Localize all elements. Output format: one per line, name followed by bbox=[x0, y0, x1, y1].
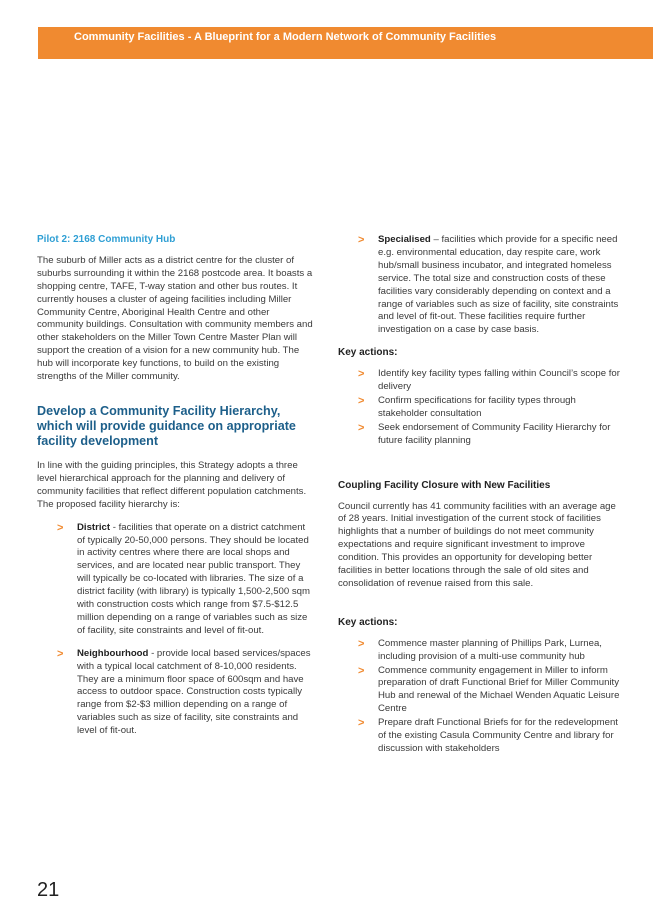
key-actions-heading: Key actions: bbox=[338, 347, 398, 359]
list-item bbox=[37, 648, 315, 738]
document-title: Community Facilities - A Blueprint for a Modern Network of Community Facilities bbox=[74, 31, 497, 43]
action-text: Confirm specifications for facility types through stakeholder consultation bbox=[378, 394, 576, 419]
hierarchy-intro: In line with the guiding principles, this Strategy adopts a three level hierarchical approach for the planning and delivery of community facilities that reflect different population catchments. The proposed facility hierarchy is: bbox=[37, 459, 307, 510]
pilot-heading: Pilot 2: 2168 Community Hub bbox=[37, 234, 176, 245]
coupling-paragraph: Council currently has 41 community facilities with an average age of 28 years. Initial investigation of the current stock of facilities highlights that a number of buildings do not meet community expectations and require significant investment to improve condition. This provides an opportunity for developing better facilities in better locations through the sale of old sites and consolidation of revenue raised from this sale. bbox=[338, 500, 616, 589]
right-column bbox=[338, 234, 620, 757]
chevron-right-icon: > bbox=[57, 521, 64, 534]
chevron-right-icon: > bbox=[358, 234, 365, 246]
bullet-text: - provide local based services/spaces with a typical local catchment of 8-10,000 residents. They are a minimum floor space of 600sqm and have access to outdoor space. Construction costs typically range from $2-$3 million depending on a range of variables such as size of facility, site constraints and level of fit-out. bbox=[77, 647, 311, 737]
chevron-right-icon: > bbox=[358, 421, 365, 434]
chevron-right-icon: > bbox=[358, 717, 365, 730]
bullet-term: Neighbourhood bbox=[77, 647, 149, 659]
action-text: Commence master planning of Phillips Park, Lurnea, including provision of a multi-use community hub bbox=[378, 637, 602, 662]
left-column bbox=[37, 234, 315, 748]
action-text: Identify key facility types falling within Council’s scope for delivery bbox=[378, 368, 620, 393]
key-actions-heading-2: Key actions: bbox=[338, 616, 398, 628]
bullet-text: - facilities that operate on a district catchment of typically 20-50,000 persons. They should be located in activity centres where there are local shops and services, and are located near public transport. They will typically be co-located with libraries. The size of a district facility (with library) is typically 1,500-2,500 sqm with construction costs which range from $7.5-$12.5 million depending on a range of variables such as size of facility, site constraints and level of fit-out. bbox=[77, 521, 310, 636]
action-text: Seek endorsement of Community Facility Hierarchy for future facility planning bbox=[378, 421, 611, 446]
list-item bbox=[338, 422, 620, 448]
list-item bbox=[338, 395, 620, 421]
key-actions-list-2 bbox=[338, 638, 620, 756]
page-number: 21 bbox=[37, 879, 60, 901]
hierarchy-heading: Develop a Community Facility Hierarchy, which will provide guidance on appropriate facility development bbox=[37, 403, 296, 448]
bullet-term: Specialised bbox=[378, 234, 431, 245]
list-item bbox=[338, 638, 620, 664]
action-text: Commence community engagement in Miller to inform preparation of draft Functional Brief for Miller Community Hub and renewal of the Michael Wenden Aquatic Leisure Centre bbox=[378, 664, 620, 715]
chevron-right-icon: > bbox=[358, 664, 365, 677]
chevron-right-icon: > bbox=[358, 637, 365, 650]
header-banner bbox=[38, 27, 653, 59]
key-actions-list bbox=[338, 368, 620, 447]
bullet-term: District bbox=[77, 521, 111, 533]
list-item bbox=[338, 368, 620, 394]
bullet-text: – facilities which provide for a specific need e.g. environmental education, day respite care, work hub/small business incubator, and integrated homeless service. The total size and construction costs of these facilities vary considerably depending on context and a range of variables such as size of facility, site constraints and level of fit-out. These facilities require further investigation on a case by case basis. bbox=[378, 234, 619, 336]
chevron-right-icon: > bbox=[57, 647, 64, 660]
list-item bbox=[37, 522, 315, 638]
specialised-list bbox=[338, 234, 620, 337]
list-item bbox=[338, 234, 620, 337]
chevron-right-icon: > bbox=[358, 394, 365, 407]
pilot-paragraph: The suburb of Miller acts as a district centre for the cluster of suburbs surrounding it within the 2168 postcode area. It boasts a shopping centre, TAFE, T-way station and other bus routes. It currently houses a cluster of ageing facilities including Miller Community Centre, Aboriginal Health Centre and other community buildings. Consultation with community members and other stakeholders on the Miller Town Centre Master Plan will support the creation of a vision for a new community hub. The hub will incorporate key functions, to build on the existing strengths of the Miller community. bbox=[37, 254, 313, 383]
action-text: Prepare draft Functional Briefs for for the redevelopment of the existing Casula Community Centre and library for discussion with stakeholders bbox=[378, 717, 618, 754]
list-item bbox=[338, 665, 620, 717]
coupling-heading: Coupling Facility Closure with New Facilities bbox=[338, 479, 551, 491]
list-item bbox=[338, 717, 620, 756]
hierarchy-list bbox=[37, 522, 315, 739]
chevron-right-icon: > bbox=[358, 368, 365, 381]
